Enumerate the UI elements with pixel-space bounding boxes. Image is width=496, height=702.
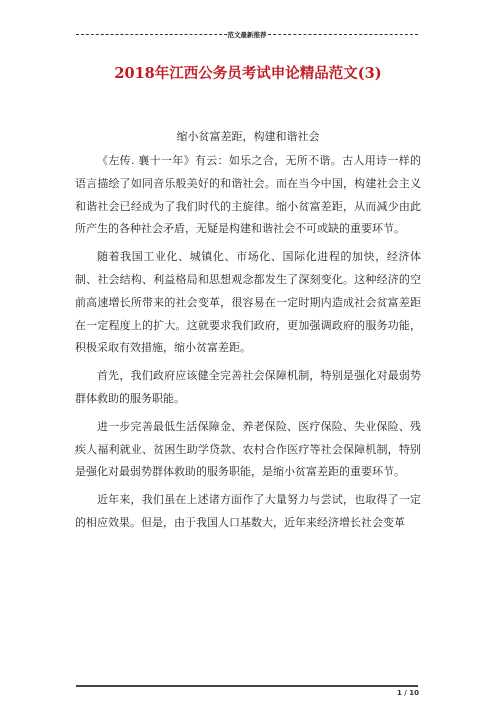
header-dash-right <box>268 34 419 35</box>
header-tag: 范文最新推荐 <box>227 30 267 39</box>
page-number: 1 / 10 <box>396 689 419 697</box>
paragraph: 首先，我们政府应该健全完善社会保障机制，特别是强化对最弱势群体救助的服务职能。 <box>75 369 421 405</box>
page-header <box>76 28 418 40</box>
document-body <box>75 150 421 540</box>
header-dash-left <box>76 34 227 35</box>
paragraph: 《左传. 襄十一年》有云：如乐之合，无所不谐。古人用诗一样的语言描绘了如同音乐般美好的和谐社会。而在当今中国，构建社会主义和谐社会已经成为了我们时代的主旋律。缩小贫富差距，从而减少由此所产生的各种社会矛盾，无疑是构建和谐社会不可或缺的重要环节。 <box>75 154 421 236</box>
paragraph: 进一步完善最低生活保障金、养老保险、医疗保险、失业保险、残疾人福利就业、贫困生助学贷款、农村合作医疗等社会保障机制，特别是强化对最弱势群体救助的服务职能，是缩小贫富差距的重要环节。 <box>75 419 421 479</box>
document-title: 2018年江西公务员考试申论精品范文(3) <box>114 65 382 82</box>
paragraph: 随着我国工业化、城镇化、市场化、国际化进程的加快，经济体制、社会结构、利益格局和思想观念都发生了深刻变化。这种经济的空前高速增长所带来的社会变革，很容易在一定时期内造成社会贫富差距在一定程度上的扩大。这就要求我们政府，更加强调政府的服务功能，积极采取有效措施，缩小贫富差距。 <box>75 250 421 355</box>
document-subtitle: 缩小贫富差距，构建和谐社会 <box>176 130 320 143</box>
footer-rule <box>76 685 418 687</box>
paragraph: 近年来，我们虽在上述诸方面作了大量努力与尝试，也取得了一定的相应效果。但是，由于我国人口基数大，近年来经济增长社会变革 <box>75 493 421 529</box>
